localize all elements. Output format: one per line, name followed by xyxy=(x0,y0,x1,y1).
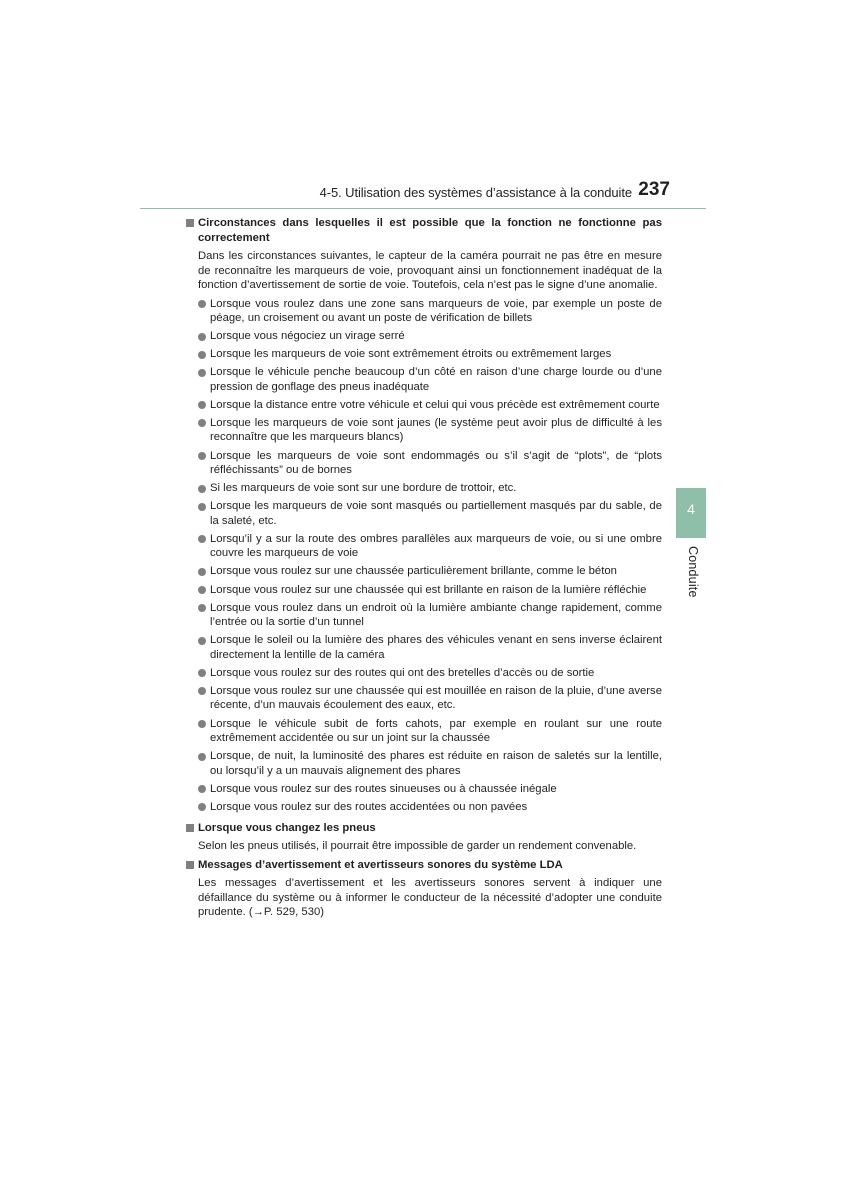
list-item-text: Si les marqueurs de voie sont sur une bordure de trottoir, etc. xyxy=(210,482,517,495)
list-item xyxy=(198,481,662,496)
section-body: Les messages d’avertissement et les avertisseurs sonores servent à indiquer une défaillance du système ou à informer le conducteur de la nécessité d’adopter une conduite prudente. (→P. 529, 530) xyxy=(198,877,662,919)
round-bullet-icon xyxy=(198,568,206,576)
round-bullet-icon xyxy=(198,300,206,308)
list-item-text: Lorsque les marqueurs de voie sont masqués ou partiellement masqués par du sable, de la saleté, etc. xyxy=(210,500,662,527)
list-item xyxy=(198,717,662,746)
list-item-text: Lorsque les marqueurs de voie sont endommagés ou s’il s’agit de “plots”, de “plots réfléchissants” ou de bornes xyxy=(210,449,662,477)
list-item xyxy=(198,532,662,561)
list-item-text: Lorsque les marqueurs de voie sont extrêmement étroits ou extrêmement larges xyxy=(210,348,612,361)
heading-text: Lorsque vous changez les pneus xyxy=(198,821,376,834)
list-item xyxy=(198,684,662,713)
round-bullet-icon xyxy=(198,503,206,511)
list-item xyxy=(198,749,662,778)
list-item-text: Lorsque vous roulez sur une chaussée qui est mouillée en raison de la pluie, d’une averse récente, d’un mauvais écoulement des eaux, etc. xyxy=(210,684,662,712)
round-bullet-icon xyxy=(198,452,206,460)
section-heading xyxy=(186,858,662,873)
section-body: Dans les circonstances suivantes, le capteur de la caméra pourrait ne pas être en mesure de reconnaître les marqueurs de voie, provoquant ainsi un fonctionnement inadéquat de la fonction d’avertissement de sortie de voie. Toutefois, cela n’est pas le signe d’une anomalie. xyxy=(198,250,662,291)
list-item xyxy=(198,601,662,630)
round-bullet-icon xyxy=(198,419,206,427)
square-bullet-icon xyxy=(186,824,194,832)
page-header xyxy=(140,178,706,209)
list-item-text: Lorsque, de nuit, la luminosité des phares est réduite en raison de saletés sur la lentille, ou lorsqu’il y a un mauvais alignement des phares xyxy=(210,750,662,777)
list-item-text: Lorsque vous roulez dans une zone sans marqueurs de voie, par exemple un poste de péage, un croisement ou avant un poste de vérification de billets xyxy=(210,297,662,324)
round-bullet-icon xyxy=(198,669,206,677)
square-bullet-icon xyxy=(186,219,194,227)
chapter-tab: 4 xyxy=(676,488,706,538)
round-bullet-icon xyxy=(198,753,206,761)
list-item xyxy=(198,564,662,579)
list-item-text: Lorsque les marqueurs de voie sont jaunes (le système peut avoir plus de difficulté à les reconnaître que les marqueurs blancs) xyxy=(210,416,662,444)
square-bullet-icon xyxy=(186,861,194,869)
section-title: 4-5. Utilisation des systèmes d’assistance à la conduite xyxy=(319,185,632,200)
list-item xyxy=(198,449,662,478)
round-bullet-icon xyxy=(198,687,206,695)
round-bullet-icon xyxy=(198,351,206,359)
heading-text: Messages d’avertissement et avertisseurs sonores du système LDA xyxy=(198,858,563,871)
list-item-text: Lorsque vous roulez sur des routes sinueuses ou à chaussée inégale xyxy=(210,782,557,795)
heading-text: Circonstances dans lesquelles il est possible que la fonction ne fonctionne pas correctement xyxy=(198,217,662,244)
round-bullet-icon xyxy=(198,785,206,793)
round-bullet-icon xyxy=(198,720,206,728)
list-item-text: Lorsque vous roulez sur une chaussée particulièrement brillante, comme le béton xyxy=(210,565,617,578)
list-item xyxy=(198,365,662,394)
list-item-text: Lorsque vous négociez un virage serré xyxy=(210,330,405,343)
list-item-text: Lorsque le véhicule subit de forts cahots, par exemple en roulant sur une route extrêmement accidentée ou sur un joint sur la chaussée xyxy=(210,717,662,744)
section-heading xyxy=(186,821,662,836)
list-item xyxy=(198,398,662,413)
round-bullet-icon xyxy=(198,333,206,341)
list-item xyxy=(198,633,662,662)
round-bullet-icon xyxy=(198,637,206,645)
round-bullet-icon xyxy=(198,604,206,612)
list-item-text: Lorsque vous roulez sur des routes qui ont des bretelles d’accès ou de sortie xyxy=(210,666,595,679)
list-item xyxy=(198,329,662,344)
page-content xyxy=(186,216,662,924)
list-item-text: Lorsque vous roulez sur des routes accidentées ou non pavées xyxy=(210,800,528,813)
round-bullet-icon xyxy=(198,485,206,493)
list-item xyxy=(198,297,662,326)
round-bullet-icon xyxy=(198,535,206,543)
list-item-text: Lorsque la distance entre votre véhicule et celui qui vous précède est extrêmement courte xyxy=(210,398,660,411)
round-bullet-icon xyxy=(198,586,206,594)
bullet-list xyxy=(186,297,662,815)
section-heading xyxy=(186,216,662,245)
round-bullet-icon xyxy=(198,803,206,811)
list-item xyxy=(198,782,662,797)
list-item xyxy=(198,666,662,681)
list-item xyxy=(198,416,662,445)
list-item-text: Lorsque vous roulez sur une chaussée qui est brillante en raison de la lumière réfléchie xyxy=(210,583,647,596)
page-number: 237 xyxy=(638,179,670,200)
round-bullet-icon xyxy=(198,369,206,377)
list-item-text: Lorsqu’il y a sur la route des ombres parallèles aux marqueurs de voie, ou si une ombre couvre les marqueurs de voie xyxy=(210,532,662,560)
round-bullet-icon xyxy=(198,401,206,409)
section-body: Selon les pneus utilisés, il pourrait être impossible de garder un rendement convenable. xyxy=(198,840,637,853)
list-item xyxy=(198,583,662,598)
list-item-text: Lorsque le véhicule penche beaucoup d’un côté en raison d’une charge lourde ou d’une pression de gonflage des pneus inadéquate xyxy=(210,366,662,393)
list-item xyxy=(198,800,662,815)
list-item-text: Lorsque vous roulez dans un endroit où la lumière ambiante change rapidement, comme l’entrée ou la sortie d’un tunnel xyxy=(210,601,662,629)
list-item xyxy=(198,499,662,528)
list-item xyxy=(198,347,662,362)
list-item-text: Lorsque le soleil ou la lumière des phares des véhicules venant en sens inverse éclairent directement la lentille de la caméra xyxy=(210,634,662,661)
chapter-label: Conduite xyxy=(686,546,700,598)
